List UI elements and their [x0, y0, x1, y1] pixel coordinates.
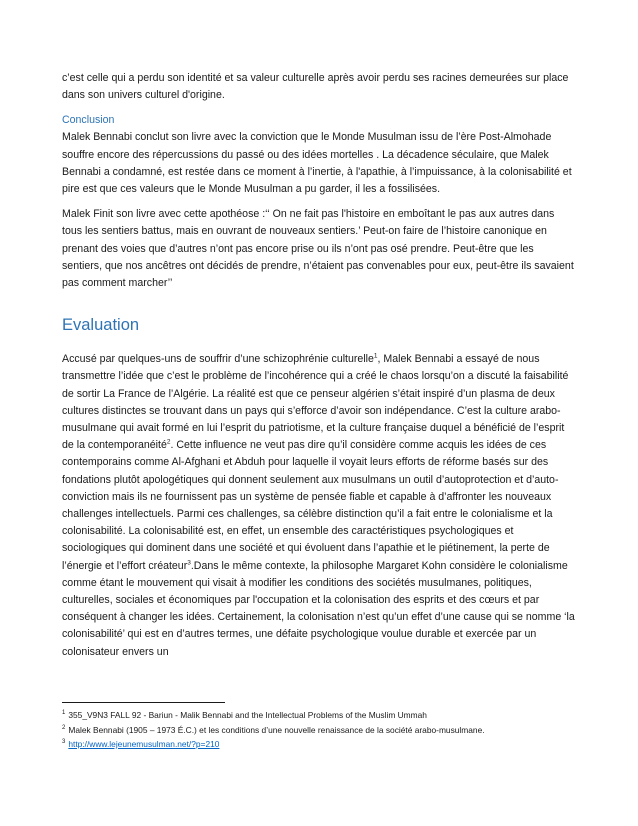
intro-paragraph: c’est celle qui a perdu son identité et sa valeur culturelle après avoir perdu ses racines demeurées sur place dans son univers culturel d'origine. [62, 72, 569, 102]
evaluation-text-c: . Cette influence ne veut pas dire qu’il considère comme acquis les idées de ces contemporains comme Al-Afghani et Abduh pour laquelle il voyait leurs efforts de réforme basés sur des fondations plutôt apologétiques qui donnent seulement aux musulmans un outil d’autoprotection et d’auto-conviction mais ils ne fournissent pas un système de pensée fiable et capable à d’affronter les nouveaux challenges intellectuels. Parmi ces challenges, sa célèbre distinction qu’il a fait entre le colonialisme et la colonisabilité. La colonisabilité est, en effet, un ensemble des caractéristiques psychologiques et sociologiques qui dominent dans une société et qui évoluent dans l’apathie et le piétinement, la perte de l’énergie et l’effort créateur [62, 439, 559, 572]
footnote-ref-3[interactable]: 3 [187, 559, 191, 567]
footnote-1 [62, 708, 582, 723]
evaluation-text-b: , Malek Bennabi a essayé de nous transmettre l’idée que c’est le problème de l’incohérence qui a créé le chaos lorsqu’on a discuté la faisabilité de sortir La France de l’Algérie. La réalité est que ce penseur algérien s’était inspiré d’un plasma de deux cultures distinctes se trouvant dans un pays qui s’efforce d’avoir son indépendance. C’est la culture arabo-musulmane qui avait formé en lui l’esprit du patriotisme, et la culture française duquel a bénéficié de l’esprit de la contemporanéité [62, 353, 569, 452]
conclusion-paragraph-1: Malek Bennabi conclut son livre avec la conviction que le Monde Musulman issu de l’ère Post-Almohade souffre encore des répercussions du passé ou des idées mortelles . La décadence séculaire, que Malek Bennabi a condamné, est restée dans ce moment à l’inertie, à l'apathie, à l’impuissance, à la colonisabilité et pire est que ces valeurs que le Monde Musulman a pu garder, il les a fossilisées. [62, 131, 572, 196]
footnote-text: Malek Bennabi (1905 – 1973 É.C.) et les conditions d’une nouvelle renaissance de la société arabo-musulmane. [68, 724, 485, 735]
footnote-2 [62, 723, 582, 738]
footnote-separator [62, 702, 225, 703]
footnote-number: 2 [62, 724, 66, 731]
evaluation-heading: Evaluation [62, 316, 140, 335]
footnotes-section [62, 702, 582, 752]
footnote-text: 355_V9N3 FALL 92 - Bariun - Malik Bennabi and the Intellectual Problems of the Muslim Ummah [68, 710, 427, 720]
footnote-number: 1 [62, 710, 66, 717]
footnote-ref-1[interactable]: 1 [373, 352, 378, 360]
evaluation-paragraph [62, 351, 576, 661]
footnote-3 [62, 737, 582, 752]
document-body [62, 70, 576, 661]
footnote-link[interactable]: http://www.lejeunemusulman.net/?p=210 [68, 739, 220, 749]
evaluation-text-d: .Dans le même contexte, la philosophe Margaret Kohn considère le colonialisme comme étant le mouvement qui visait à modifier les conditions des sociétés musulmanes, politiques, culturelles, sociales et économiques par l'occupation et la colonisation des esprits et des cœurs et par conséquent à changer les idées. Certainement, la colonisation n’est qu’un effet d’une cause qui se nomme ‘la colonisabilité’ qui est en d’autres termes, une défaite psychologique voulue durable et exercée par un colonisateur envers un [62, 559, 575, 658]
conclusion-paragraph-2: Malek Finit son livre avec cette apothéose :‘‘ On ne fait pas l'histoire en emboîtant le pas aux autres dans tous les sentiers battus, mais en ouvrant de nouveaux sentiers.’ Peut-on faire de l’histoire canonique en prenant des voies que d’autres n’ont pas encore prise ou ils n’ont pas osé prendre. Peut-être que les sentiers, que nos ancêtres ont décidés de prendre, n’étaient pas convenables pour eux, peut-être ils savaient pas comment marcher’’ [62, 208, 574, 290]
evaluation-text-a: Accusé par quelques-uns de souffrir d’une schizophrénie culturelle [62, 353, 374, 366]
footnote-number: 3 [62, 739, 66, 746]
footnote-ref-2[interactable]: 2 [166, 438, 171, 446]
conclusion-heading: Conclusion [62, 114, 115, 127]
